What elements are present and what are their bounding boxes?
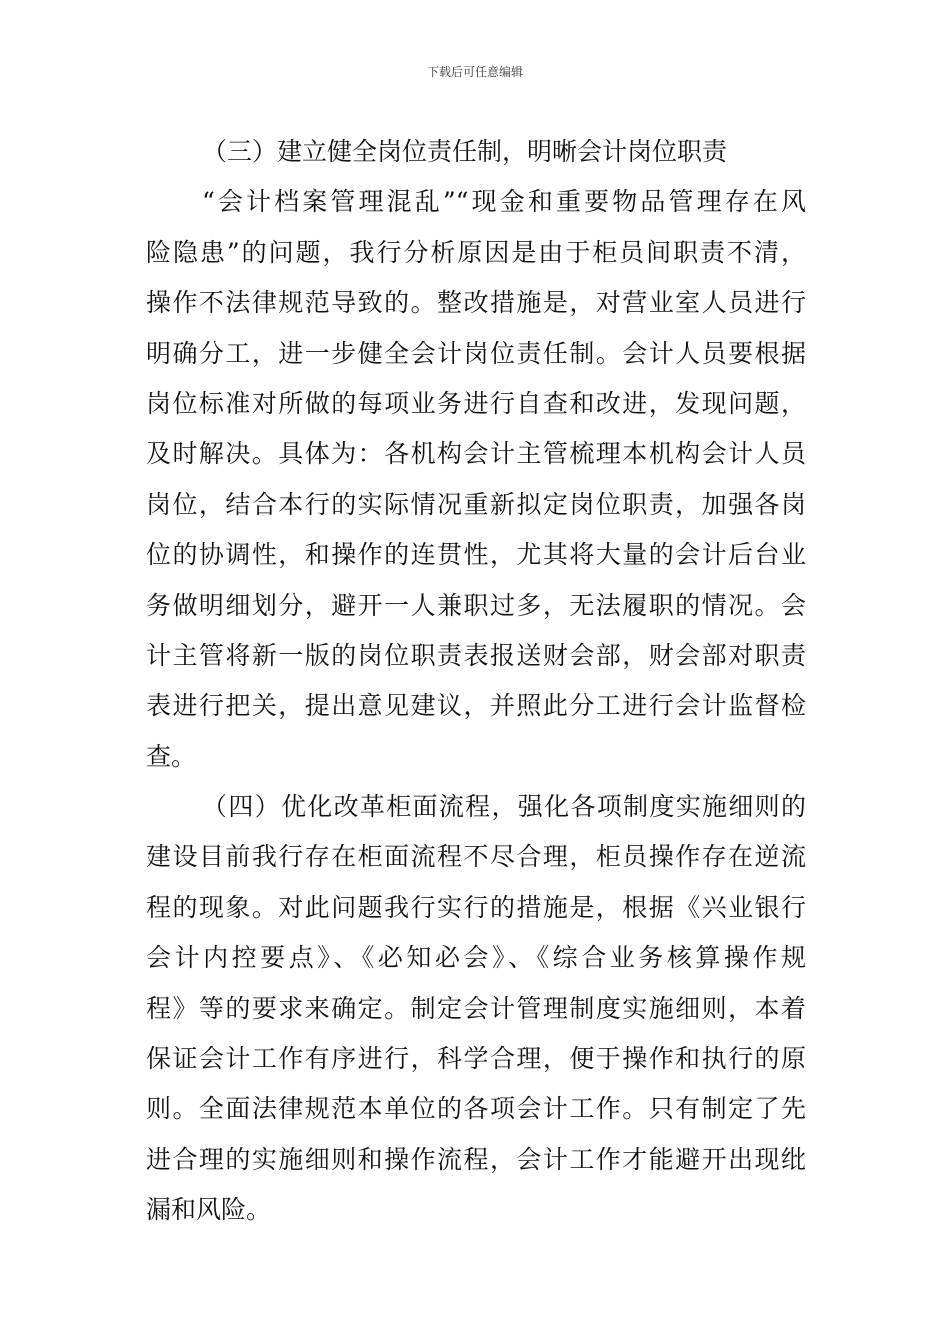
document-body: [146, 127, 806, 1236]
text-line: 进合理的实施细则和操作流程，会计工作才能避开出现纰: [146, 1144, 806, 1174]
text-line: 岗位标准对所做的每项业务进行自查和改进，发现问题，: [146, 388, 806, 418]
text-line: 漏和风险。: [146, 1195, 272, 1225]
text-line: 计主管将新一版的岗位职责表报送财会部，财会部对职责: [146, 640, 806, 670]
text-line: 则。全面法律规范本单位的各项会计工作。只有制定了先: [146, 1094, 806, 1124]
text-line: 明确分工，进一步健全会计岗位责任制。会计人员要根据: [146, 338, 806, 368]
section-heading-4: （四）优化改革柜面流程，强化各项制度实施细则的: [202, 792, 806, 822]
text-line: 会计内控要点》、《必知必会》、《综合业务核算操作规: [146, 943, 806, 973]
text-line: 程的现象。对此问题我行实行的措施是，根据《兴业银行: [146, 892, 806, 922]
text-line: “会计档案管理混乱”“现金和重要物品管理存在风: [202, 187, 806, 217]
text-line: 操作不法律规范导致的。整改措施是，对营业室人员进行: [146, 288, 806, 318]
text-line: 建设目前我行存在柜面流程不尽合理，柜员操作存在逆流: [146, 842, 806, 872]
text-line: 保证会计工作有序进行，科学合理，便于操作和执行的原: [146, 1044, 806, 1074]
text-line: 位的协调性，和操作的连贯性，尤其将大量的会计后台业: [146, 540, 806, 570]
page-header: 下载后可任意编辑: [426, 65, 523, 79]
text-line: 表进行把关，提出意见建议，并照此分工进行会计监督检: [146, 691, 806, 721]
text-line: 务做明细划分，避开一人兼职过多，无法履职的情况。会: [146, 590, 806, 620]
text-line: 岗位，结合本行的实际情况重新拟定岗位职责，加强各岗: [146, 489, 806, 519]
text-line: 险隐患”的问题，我行分析原因是由于柜员间职责不清，: [146, 237, 806, 267]
section-heading-3: （三）建立健全岗位责任制，明晰会计岗位职责: [202, 137, 728, 166]
text-line: 查。: [146, 741, 197, 771]
text-line: 程》等的要求来确定。制定会计管理制度实施细则，本着: [146, 993, 806, 1023]
text-line: 及时解决。具体为：各机构会计主管梳理本机构会计人员: [146, 439, 806, 469]
